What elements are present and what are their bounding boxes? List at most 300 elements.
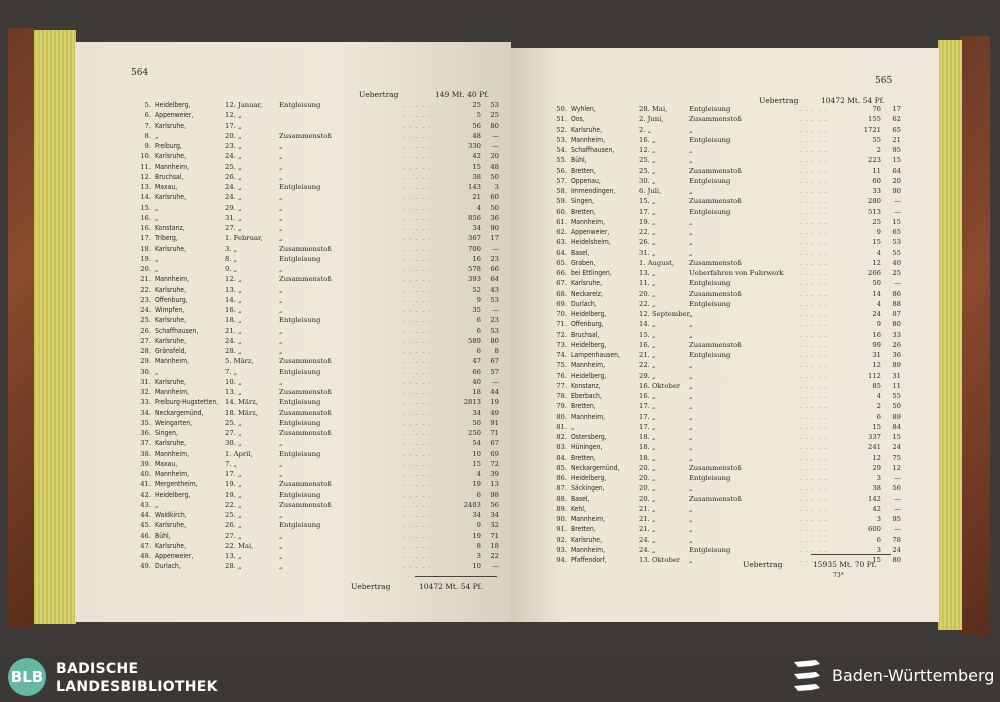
leader-dots: . . . . . xyxy=(799,289,828,298)
row-number: 50. xyxy=(556,105,567,113)
row-cause: „ xyxy=(279,511,283,519)
leader-dots: . . . . . xyxy=(403,377,432,386)
row-place: Offenburg, xyxy=(155,295,188,304)
row-place: Oppenau, xyxy=(571,176,601,185)
row-place: Mannheim, xyxy=(571,545,606,554)
row-cause: „ xyxy=(689,484,693,493)
row-date: 16. Oktober xyxy=(639,381,681,390)
leader-dots: . . . . . xyxy=(799,125,828,134)
row-marks: 4 xyxy=(876,248,881,257)
row-pfennig: 23 xyxy=(490,254,499,263)
row-date: 8. „ xyxy=(225,254,238,263)
leader-dots: . . . . . xyxy=(403,101,432,109)
row-pfennig: 22 xyxy=(490,552,499,560)
row-number: 21. xyxy=(140,275,151,284)
row-pfennig: 15 xyxy=(892,156,901,165)
leader-dots: . . . . . xyxy=(799,217,828,226)
row-pfennig: 15 xyxy=(892,217,901,226)
row-date: 24. „ xyxy=(639,535,656,544)
row-cause: „ xyxy=(689,310,693,318)
row-cause: „ xyxy=(689,156,693,165)
row-place: Appenweier, xyxy=(155,111,194,120)
row-number: 86. xyxy=(556,474,567,482)
row-place: Bühl, xyxy=(155,531,171,540)
row-place: Appenweier, xyxy=(155,552,194,560)
row-place: Bühl, xyxy=(571,156,587,165)
row-number: 74. xyxy=(556,351,567,359)
row-date: 21. „ xyxy=(639,515,656,523)
row-cause: „ xyxy=(689,453,693,462)
leader-dots: . . . . . xyxy=(799,248,828,257)
row-place: Mannheim, xyxy=(571,135,606,144)
row-place: Appenweier, xyxy=(571,228,610,236)
row-place: Mannheim, xyxy=(155,162,190,171)
row-cause: Entgleisung xyxy=(689,279,731,288)
row-number: 22. xyxy=(140,285,151,294)
table-row xyxy=(133,408,505,418)
row-cause: „ xyxy=(689,371,693,380)
row-date: 14. „ xyxy=(225,295,242,304)
leader-dots: . . . . . xyxy=(799,279,828,288)
row-date: 20. „ xyxy=(225,131,242,140)
row-date: 25. „ xyxy=(225,511,242,519)
leader-dots: . . . . . xyxy=(403,244,432,253)
row-pfennig: 80 xyxy=(892,556,901,564)
row-pfennig: 33 xyxy=(892,330,901,339)
row-place: Hüningen, xyxy=(571,443,603,452)
row-marks: 12 xyxy=(872,361,881,370)
row-pfennig: 23 xyxy=(490,316,499,325)
row-date: 18. März, xyxy=(225,408,258,417)
table-row xyxy=(549,278,933,288)
leader-dots: . . . . . xyxy=(799,187,828,195)
row-pfennig: — xyxy=(894,474,901,482)
leader-dots: . . . . . xyxy=(403,562,432,571)
row-pfennig: 17 xyxy=(892,105,901,113)
table-row xyxy=(549,524,933,534)
row-date: 11. „ xyxy=(639,279,656,288)
table-row xyxy=(549,237,933,247)
row-number: 51. xyxy=(556,115,567,124)
row-pfennig: 50 xyxy=(892,402,901,411)
row-marks: 3 xyxy=(876,545,881,554)
row-place: Karlsruhe, xyxy=(155,439,187,448)
row-marks: 29 xyxy=(872,463,881,472)
row-date: 21. „ xyxy=(639,351,656,359)
total-amount: 15935 Mt. 70 Pf. xyxy=(813,560,877,569)
row-marks: 11 xyxy=(872,166,881,175)
table-row xyxy=(133,459,505,469)
row-marks: 513 xyxy=(868,207,881,216)
row-cause: Entgleisung xyxy=(279,418,321,427)
row-place: Bruchsal, xyxy=(571,330,600,339)
row-pfennig: 44 xyxy=(490,388,499,396)
row-marks: 266 xyxy=(868,269,881,277)
row-number: 14. xyxy=(140,193,151,202)
row-cause: Entgleisung xyxy=(279,449,321,458)
row-date: 27. „ xyxy=(225,224,242,232)
row-marks: 55 xyxy=(872,135,881,144)
row-date: 5. März, xyxy=(225,357,254,366)
table-row xyxy=(133,121,505,131)
leader-dots: . . . . . xyxy=(799,228,828,236)
row-marks: 99 xyxy=(872,340,881,349)
row-date: 21. „ xyxy=(225,326,242,335)
row-marks: 10 xyxy=(472,449,481,458)
row-marks: 600 xyxy=(868,525,881,534)
row-date: 17. „ xyxy=(225,121,242,130)
carry-over-amount: 149 Mt. 40 Pf. xyxy=(435,90,490,99)
row-marks: 42 xyxy=(872,504,881,513)
row-number: 37. xyxy=(140,439,151,448)
row-number: 5. xyxy=(144,101,151,109)
row-number: 93. xyxy=(556,545,567,554)
row-date: 31. „ xyxy=(225,213,242,222)
row-place: Heidelberg, xyxy=(571,371,607,380)
leader-dots: . . . . . xyxy=(403,111,432,120)
row-date: 25. „ xyxy=(225,162,242,171)
row-date: 16. „ xyxy=(225,306,242,314)
row-number: 32. xyxy=(140,388,151,396)
row-cause: „ xyxy=(279,541,283,550)
row-date: 18. „ xyxy=(225,316,242,325)
carry-over-label: Uebertrag xyxy=(359,90,399,99)
table-row xyxy=(133,469,505,479)
row-number: 72. xyxy=(556,330,567,339)
leader-dots: . . . . . xyxy=(799,545,828,554)
row-marks: 280 xyxy=(868,197,881,206)
row-marks: 15 xyxy=(872,422,881,431)
row-number: 27. xyxy=(140,336,151,345)
row-number: 55. xyxy=(556,156,567,165)
row-place: Heidelberg, xyxy=(571,474,607,482)
row-marks: 15 xyxy=(472,459,481,468)
row-pfennig: 78 xyxy=(892,535,901,544)
row-date: 25. „ xyxy=(639,166,656,175)
table-row xyxy=(133,285,505,295)
row-pfennig: 13 xyxy=(490,480,499,489)
row-date: 26. „ xyxy=(639,238,656,247)
row-place: Offenburg, xyxy=(571,320,604,329)
row-marks: 24 xyxy=(872,310,881,318)
row-number: 57. xyxy=(556,176,567,185)
row-cause: Zusammenstoß xyxy=(689,463,742,472)
table-row xyxy=(549,494,933,504)
leader-dots: . . . . . xyxy=(403,275,432,284)
row-marks: 223 xyxy=(868,156,881,165)
row-date: 23. „ xyxy=(225,142,242,150)
row-place: Freiburg, xyxy=(155,142,182,150)
table-row xyxy=(549,473,933,483)
leader-dots: . . . . . xyxy=(799,166,828,175)
row-place: Schaffhausen, xyxy=(155,326,199,335)
row-number: 75. xyxy=(556,361,567,370)
row-marks: 1721 xyxy=(863,125,881,134)
total-amount: 10472 Mt. 54 Pf. xyxy=(419,582,483,591)
row-date: 24. „ xyxy=(639,545,656,554)
row-marks: 33 xyxy=(872,187,881,195)
row-pfennig: 26 xyxy=(892,340,901,349)
row-place: Basel, xyxy=(571,494,590,503)
row-cause: „ xyxy=(689,381,693,390)
row-number: 16. xyxy=(140,213,151,222)
row-date: 20. „ xyxy=(639,289,656,298)
row-number: 67. xyxy=(556,279,567,288)
leader-dots: . . . . . xyxy=(799,412,828,421)
table-row xyxy=(549,514,933,524)
row-date: 21. „ xyxy=(639,504,656,513)
table-row xyxy=(133,274,505,284)
row-date: 12. „ xyxy=(639,146,656,154)
state-name: Baden-Württemberg xyxy=(832,666,995,685)
row-place: Mergentheim, xyxy=(155,480,198,489)
row-number: 90. xyxy=(556,515,567,523)
row-cause: „ xyxy=(279,326,283,335)
table-row xyxy=(549,360,933,370)
row-place: „ xyxy=(155,367,159,376)
row-cause: „ xyxy=(689,320,693,329)
row-pfennig: 56 xyxy=(892,484,901,493)
row-pfennig: 64 xyxy=(490,275,499,284)
row-marks: 76 xyxy=(872,105,881,113)
row-place: Heidelberg, xyxy=(571,310,607,318)
row-date: 15. „ xyxy=(639,330,656,339)
leader-dots: . . . . . xyxy=(403,531,432,540)
row-cause: Zusammenstoß xyxy=(279,408,332,417)
leader-dots: . . . . . xyxy=(403,418,432,427)
row-pfennig: 36 xyxy=(490,213,499,222)
row-cause: „ xyxy=(279,172,283,181)
blb-logo-text: BLB xyxy=(10,668,44,686)
leader-dots: . . . . . xyxy=(799,484,828,493)
leader-dots: . . . . . xyxy=(799,340,828,349)
row-marks: 578 xyxy=(468,265,481,273)
row-number: 62. xyxy=(556,228,567,236)
row-date: 3. „ xyxy=(225,244,238,253)
row-pfennig: 21 xyxy=(892,135,901,144)
row-pfennig: 20 xyxy=(490,152,499,161)
row-number: 44. xyxy=(140,511,151,519)
table-row xyxy=(133,264,505,274)
row-cause: „ xyxy=(279,347,283,355)
leader-dots: . . . . . xyxy=(799,504,828,513)
table-row xyxy=(133,367,505,377)
row-number: 79. xyxy=(556,402,567,411)
table-row xyxy=(133,141,505,151)
row-marks: 6 xyxy=(876,535,881,544)
row-number: 89. xyxy=(556,504,567,513)
leader-dots: . . . . . xyxy=(403,480,432,489)
row-cause: Entgleisung xyxy=(689,474,731,482)
row-date: 27. „ xyxy=(225,531,242,540)
table-row xyxy=(549,268,933,278)
row-date: 25. „ xyxy=(225,418,242,427)
row-marks: 6 xyxy=(876,412,881,421)
row-number: 29. xyxy=(140,357,151,366)
table-row xyxy=(133,336,505,346)
row-marks: 19 xyxy=(472,480,481,489)
row-date: 17. „ xyxy=(225,470,242,478)
row-marks: 15 xyxy=(872,556,881,564)
leader-dots: . . . . . xyxy=(403,234,432,243)
row-number: 87. xyxy=(556,484,567,493)
row-cause: „ xyxy=(689,504,693,513)
table-row xyxy=(549,125,933,135)
row-date: 13. „ xyxy=(225,285,242,294)
leader-dots: . . . . . xyxy=(799,269,828,277)
table-row xyxy=(549,299,933,309)
leader-dots: . . . . . xyxy=(403,152,432,161)
row-cause: Entgleisung xyxy=(689,176,731,185)
row-pfennig: 95 xyxy=(892,146,901,154)
row-pfennig: 95 xyxy=(892,515,901,523)
row-marks: 2 xyxy=(876,402,881,411)
row-place: Karlsruhe, xyxy=(155,316,187,325)
row-pfennig: 36 xyxy=(892,351,901,359)
row-pfennig: 64 xyxy=(892,166,901,175)
row-marks: 856 xyxy=(468,213,481,222)
leader-dots: . . . . . xyxy=(403,183,432,191)
table-row xyxy=(133,244,505,254)
row-place: Bretten, xyxy=(571,207,596,216)
row-cause: Entgleisung xyxy=(279,521,321,530)
row-number: 63. xyxy=(556,238,567,247)
row-pfennig: 18 xyxy=(490,541,499,550)
row-number: 66. xyxy=(556,269,567,277)
leader-dots: . . . . . xyxy=(403,552,432,560)
table-row xyxy=(549,196,933,206)
leader-dots: . . . . . xyxy=(403,316,432,325)
leader-dots: . . . . . xyxy=(403,490,432,499)
leader-dots: . . . . . xyxy=(403,193,432,202)
leader-dots: . . . . . xyxy=(799,556,828,564)
row-number: 30. xyxy=(140,367,151,376)
table-row xyxy=(549,535,933,545)
table-row xyxy=(133,520,505,530)
leader-dots: . . . . . xyxy=(799,422,828,431)
row-place: Heidelberg, xyxy=(155,490,191,499)
row-pfennig: 53 xyxy=(490,101,499,109)
row-number: 49. xyxy=(140,562,151,571)
leader-dots: . . . . . xyxy=(403,541,432,550)
row-date: 14. „ xyxy=(639,320,656,329)
row-marks: 4 xyxy=(876,299,881,308)
leader-dots: . . . . . xyxy=(403,398,432,407)
library-name xyxy=(56,660,218,696)
leader-dots: . . . . . xyxy=(403,347,432,355)
row-cause: „ xyxy=(689,187,693,195)
row-cause: Ueberfahren von Fuhrwerk xyxy=(689,269,784,277)
row-marks: 2 xyxy=(876,146,881,154)
row-place: Mannheim, xyxy=(155,449,190,458)
row-pfennig: 31 xyxy=(892,371,901,380)
row-date: 27. „ xyxy=(225,429,242,437)
row-pfennig: 75 xyxy=(892,453,901,462)
table-row xyxy=(549,442,933,452)
row-cause: Zusammenstoß xyxy=(279,131,332,140)
row-marks: 2403 xyxy=(463,500,481,509)
table-row xyxy=(133,151,505,161)
row-place: Mannheim, xyxy=(155,357,190,366)
row-place: Weingarten, xyxy=(155,418,193,427)
page-number: 564 xyxy=(131,68,149,78)
table-row xyxy=(133,490,505,500)
leader-dots: . . . . . xyxy=(799,351,828,359)
row-place: Wimpfen, xyxy=(155,306,185,314)
table-row xyxy=(549,114,933,124)
leader-dots: . . . . . xyxy=(403,213,432,222)
row-date: 22. „ xyxy=(639,299,656,308)
row-cause: „ xyxy=(689,422,693,431)
row-number: 19. xyxy=(140,254,151,263)
row-number: 6. xyxy=(144,111,151,120)
row-pfennig: 50 xyxy=(490,172,499,181)
row-place: Mannheim, xyxy=(571,515,606,523)
leader-dots: . . . . . xyxy=(799,453,828,462)
row-number: 70. xyxy=(556,310,567,318)
row-date: 13. „ xyxy=(225,552,242,560)
row-cause: „ xyxy=(279,439,283,448)
row-number: 56. xyxy=(556,166,567,175)
row-pfennig: 24 xyxy=(892,545,901,554)
row-cause: Entgleisung xyxy=(689,351,731,359)
row-cause: Zusammenstoß xyxy=(279,388,332,396)
row-cause: „ xyxy=(279,459,283,468)
row-cause: „ xyxy=(279,306,283,314)
table-row xyxy=(549,155,933,165)
table-row xyxy=(549,258,933,268)
row-number: 35. xyxy=(140,418,151,427)
row-marks: 700 xyxy=(468,244,481,253)
row-cause: „ xyxy=(279,142,283,150)
leader-dots: . . . . . xyxy=(799,494,828,503)
row-date: 18. „ xyxy=(639,443,656,452)
table-row xyxy=(549,227,933,237)
leader-dots: . . . . . xyxy=(403,172,432,181)
row-cause: „ xyxy=(689,146,693,154)
row-pfennig: 57 xyxy=(490,367,499,376)
row-cause: „ xyxy=(689,228,693,236)
accident-table xyxy=(133,100,505,572)
row-place: Karlsruhe, xyxy=(155,121,187,130)
row-place: Karlsruhe, xyxy=(155,336,187,345)
table-row xyxy=(549,319,933,329)
row-place: „ xyxy=(155,254,159,263)
row-place: Karlsruhe, xyxy=(155,193,187,202)
row-date: 24. „ xyxy=(225,152,242,161)
row-date: 31. „ xyxy=(639,248,656,257)
row-place: Gränsfeld, xyxy=(155,347,187,355)
row-number: 43. xyxy=(140,500,151,509)
row-marks: 9 xyxy=(476,295,481,304)
row-place: Bretten, xyxy=(571,525,596,534)
table-row xyxy=(133,397,505,407)
row-date: 6. Juli, xyxy=(639,187,662,195)
row-number: 36. xyxy=(140,429,151,437)
row-place: Karlsruhe, xyxy=(155,152,187,161)
row-marks: 10 xyxy=(472,562,481,571)
row-marks: 38 xyxy=(872,484,881,493)
row-marks: 14 xyxy=(872,289,881,298)
carry-over-label: Uebertrag xyxy=(759,96,799,105)
total-label: Uebertrag xyxy=(351,582,391,591)
table-row xyxy=(549,381,933,391)
row-pfennig: 71 xyxy=(490,531,499,540)
table-row xyxy=(133,213,505,223)
table-row xyxy=(549,504,933,514)
leader-dots: . . . . . xyxy=(799,525,828,534)
leader-dots: . . . . . xyxy=(799,381,828,390)
